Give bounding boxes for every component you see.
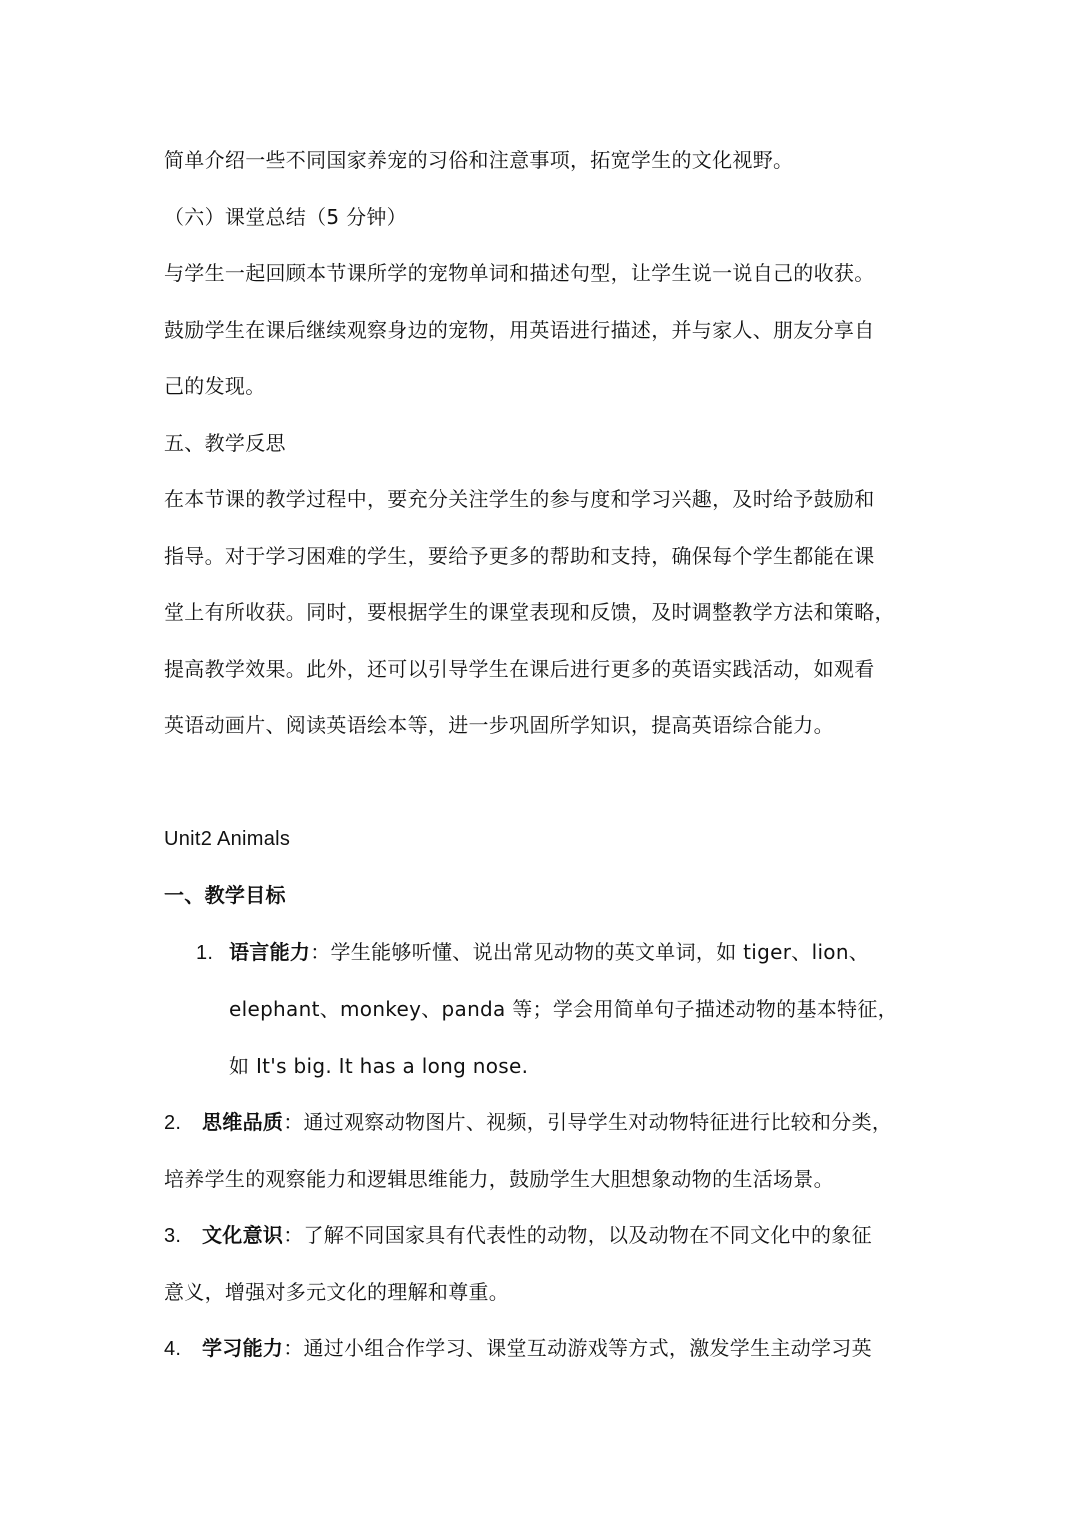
goal-text: ：学生能够听懂、说出常见动物的英文单词，如 tiger、lion、 <box>310 940 870 964</box>
list-number: 1. <box>196 942 214 964</box>
paragraph-line: 英语动画片、阅读英语绘本等，进一步巩固所学知识，提高英语综合能力。 <box>164 713 834 737</box>
goal-text: ：了解不同国家具有代表性的动物，以及动物在不同文化中的象征 <box>283 1223 872 1247</box>
paragraph-line: elephant、monkey、panda 等；学会用简单句子描述动物的基本特征， <box>229 997 898 1021</box>
goal-label: 语言能力 <box>229 940 311 964</box>
goal-label: 文化意识 <box>202 1223 284 1247</box>
paragraph-line: 与学生一起回顾本节课所学的宠物单词和描述句型，让学生说一说自己的收获。 <box>164 261 875 285</box>
paragraph-line: 简单介绍一些不同国家养宠的习俗和注意事项，拓宽学生的文化视野。 <box>164 148 794 172</box>
section-heading: （六）课堂总结（5 分钟） <box>164 205 407 229</box>
goal-item-3 <box>164 1220 924 1251</box>
section-heading: 一、教学目标 <box>164 883 286 907</box>
section-heading: 五、教学反思 <box>164 431 286 455</box>
goal-label: 学习能力 <box>202 1336 284 1360</box>
goal-text: ：通过小组合作学习、课堂互动游戏等方式，激发学生主动学习英 <box>283 1336 872 1360</box>
goal-label: 思维品质 <box>202 1110 284 1134</box>
paragraph-line: 鼓励学生在课后继续观察身边的宠物，用英语进行描述，并与家人、朋友分享自 <box>164 318 875 342</box>
paragraph-line: 培养学生的观察能力和逻辑思维能力，鼓励学生大胆想象动物的生活场景。 <box>164 1167 834 1191</box>
paragraph-line: 堂上有所收获。同时，要根据学生的课堂表现和反馈，及时调整教学方法和策略， <box>164 600 895 624</box>
paragraph-line: 提高教学效果。此外，还可以引导学生在课后进行更多的英语实践活动，如观看 <box>164 657 875 681</box>
list-number: 3. <box>164 1225 182 1247</box>
goal-text: ：通过观察动物图片、视频，引导学生对动物特征进行比较和分类， <box>283 1110 893 1134</box>
list-number: 2. <box>164 1112 182 1134</box>
goal-item-1 <box>196 937 956 968</box>
list-number: 4. <box>164 1338 182 1360</box>
goal-item-2 <box>164 1107 924 1138</box>
goal-item-4 <box>164 1333 924 1364</box>
unit-title: Unit2 Animals <box>164 828 291 850</box>
paragraph-line: 如 It's big. It has a long nose. <box>229 1054 529 1078</box>
paragraph-line: 指导。对于学习困难的学生，要给予更多的帮助和支持，确保每个学生都能在课 <box>164 544 875 568</box>
paragraph-line: 己的发现。 <box>164 374 266 398</box>
paragraph-line: 在本节课的教学过程中，要充分关注学生的参与度和学习兴趣，及时给予鼓励和 <box>164 487 875 511</box>
paragraph-line: 意义，增强对多元文化的理解和尊重。 <box>164 1280 510 1304</box>
